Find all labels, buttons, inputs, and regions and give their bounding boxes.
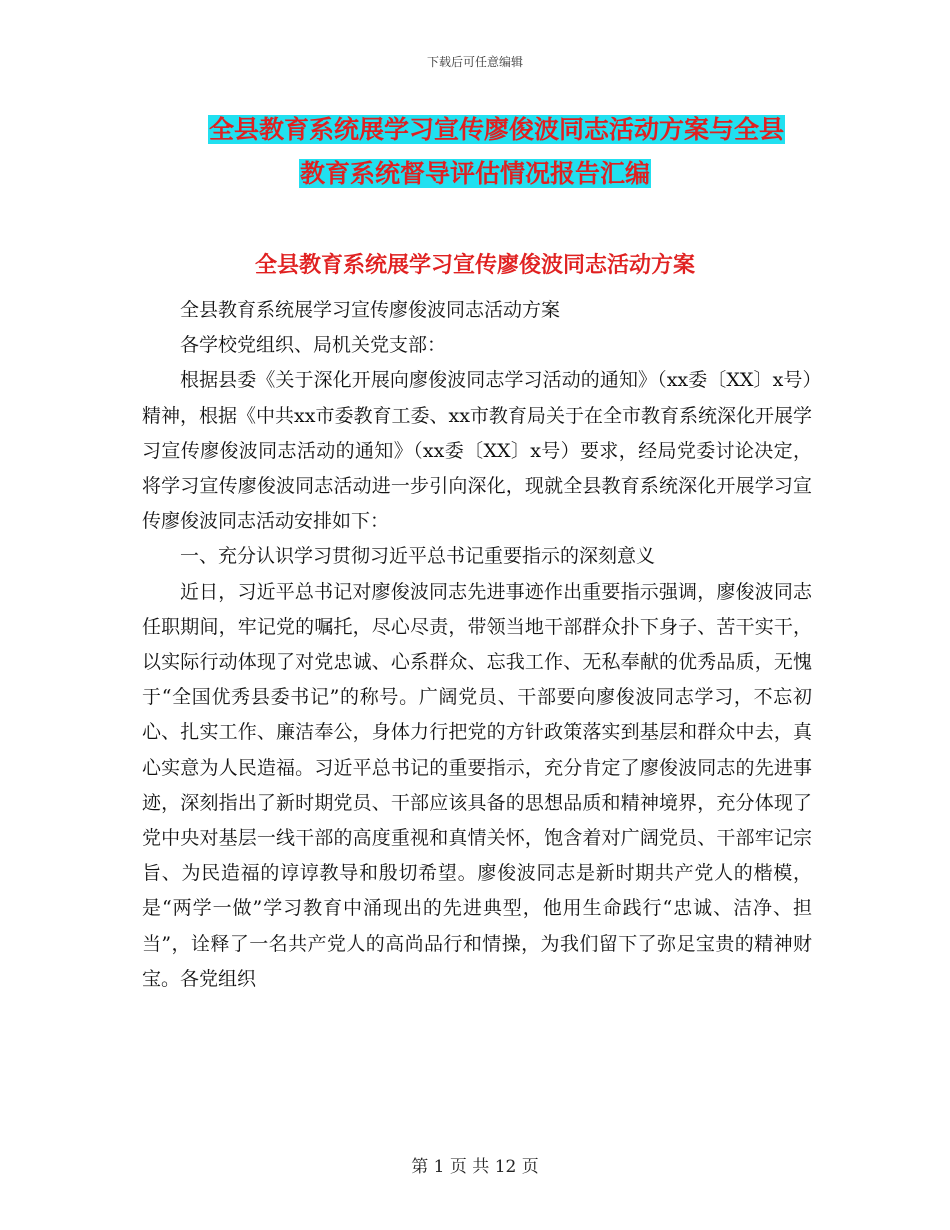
paragraph: 全县教育系统展学习宣传廖俊波同志活动方案 <box>180 299 561 321</box>
paragraph: 近日，习近平总书记对廖俊波同志先进事迹作出重要指示强调，廖俊波同志任职期间，牢记党的嘱托，尽心尽责，带领当地干部群众扑下身子、苦干实干，以实际行动体现了对党忠诚、心系群众、忘我工作、无私奉献的优秀品质，无愧于“全国优秀县委书记”的称号。广阔党员、干部要向廖俊波同志学习，不忘初心、扎实工作、廉洁奉公，身体力行把党的方针政策落实到基层和群众中去，真心实意为人民造福。习近平总书记的重要指示，充分肯定了廖俊波同志的先进事迹，深刻指出了新时期党员、干部应该具备的思想品质和精神境界，充分体现了党中央对基层一线干部的高度重视和真情关怀，饱含着对广阔党员、干部牢记宗旨、为民造福的谆谆教导和殷切希望。廖俊波同志是新时期共产党人的楷模，是“两学一做”学习教育中涌现出的先进典型，他用生命践行“忠诚、洁净、担当”，诠释了一名共产党人的高尚品行和情操，为我们留下了弥足宝贵的精神财宝。各党组织 <box>142 580 812 990</box>
paragraph: 一、充分认识学习贯彻习近平总书记重要指示的深刻意义 <box>180 545 656 568</box>
document-title-line-2-text: 教育系统督导评估情况报告汇编 <box>299 159 650 188</box>
paragraph: 根据县委《关于深化开展向廖俊波同志学习活动的通知》（xx委〔XX〕x号）精神，根据《中共xx市委教育工委、xx市教育局关于在全市教育系统深化开展学习宣传廖俊波同志活动的通知》（xx委〔XX〕x号）要求，经局党委讨论决定，将学习宣传廖俊波同志活动进一步引向深化，现就全县教育系统深化开展学习宣传廖俊波同志活动安排如下： <box>142 369 812 533</box>
document-title-line-1 <box>0 112 950 148</box>
page-footer: 第 1 页 共 12 页 <box>411 1157 539 1177</box>
paragraph: 各学校党组织、局机关党支部： <box>180 334 447 357</box>
header-note: 下载后可任意编辑 <box>426 55 523 69</box>
section-title: 全县教育系统展学习宣传廖俊波同志活动方案 <box>254 253 695 278</box>
document-body <box>142 293 812 997</box>
document-title-line-1-text: 全县教育系统展学习宣传廖俊波同志活动方案与全县 <box>208 115 784 144</box>
document-title-line-2 <box>0 156 950 192</box>
